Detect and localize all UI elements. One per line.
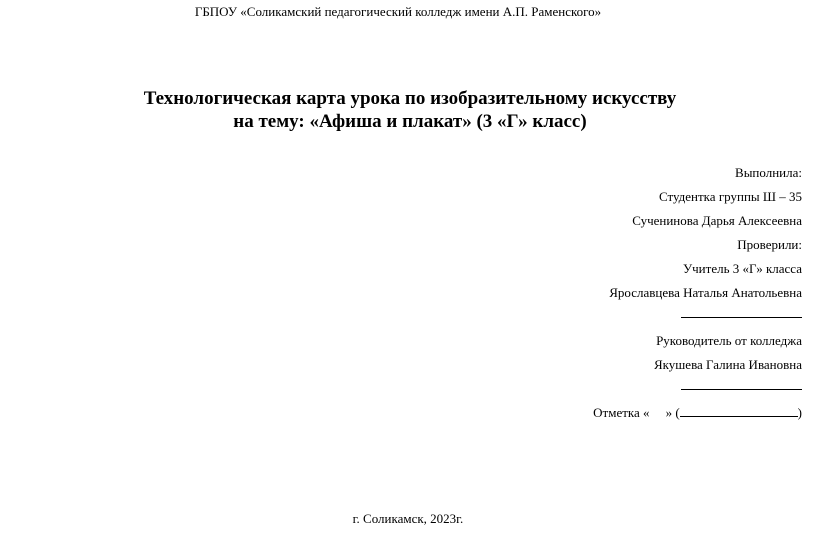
supervisor-signature-line (382, 377, 802, 401)
mark-label: Отметка « (593, 405, 650, 420)
signature-rule (681, 316, 802, 318)
document-title (0, 87, 816, 133)
mark-close-quote: » ( (665, 405, 680, 420)
signature-rule (681, 388, 802, 390)
title-line-2: на тему: «Афиша и плакат» (3 «Г» класс) (233, 111, 587, 132)
supervisor-role: Руководитель от колледжа (656, 333, 802, 348)
student-name: Сученинова Дарья Алексеевна (632, 213, 802, 228)
mark-rule (680, 404, 798, 417)
city-year-text: г. Соликамск, 2023г. (352, 511, 464, 526)
city-year (0, 511, 816, 527)
teacher-name: Ярославцева Наталья Анатольевна (609, 285, 802, 300)
teacher-role: Учитель 3 «Г» класса (682, 261, 802, 276)
mark-close-paren: ) (797, 405, 802, 420)
teacher-signature-line (382, 305, 802, 329)
student-group: Студентка группы Ш – 35 (658, 189, 802, 204)
checked-label: Проверили: (737, 237, 802, 252)
performed-label: Выполнила: (735, 165, 802, 180)
mark-line (382, 401, 802, 425)
title-line-1: Технологическая карта урока по изобразительному искусству (143, 88, 677, 109)
author-block (382, 161, 802, 425)
institution-name: ГБПОУ «Соликамский педагогический колледж имени А.П. Раменского» (194, 4, 602, 19)
institution-header (0, 4, 816, 20)
supervisor-name: Якушева Галина Ивановна (653, 357, 802, 372)
